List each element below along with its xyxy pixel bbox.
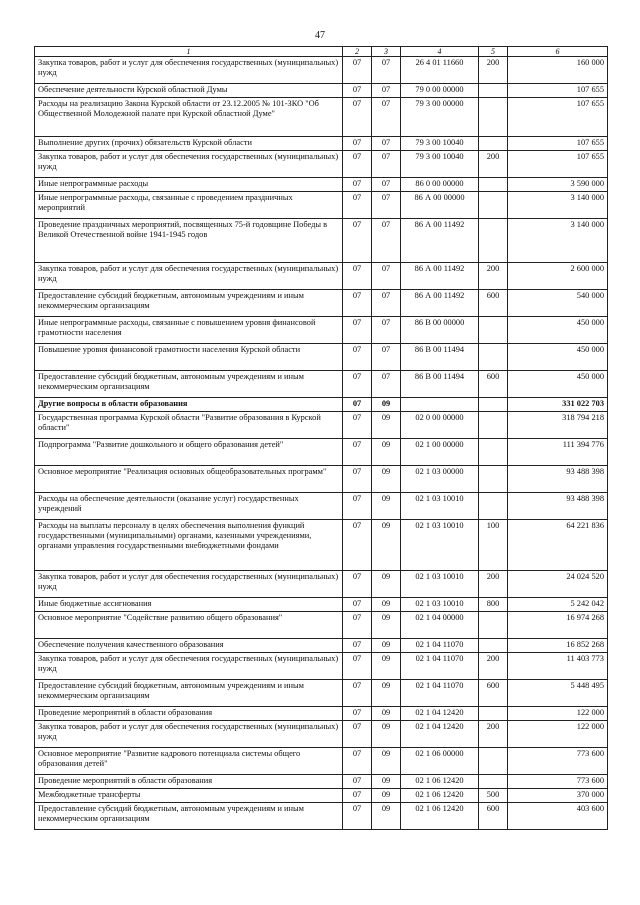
table-row xyxy=(35,84,608,98)
section-code-cell: 07 xyxy=(343,263,372,290)
subsection-code-cell: 09 xyxy=(372,598,401,612)
expense-name-cell: Расходы на реализацию Закона Курской области от 23.12.2005 № 101-ЗКО "Об Общественной Молодежной палате при Курской областной Думе" xyxy=(35,98,343,137)
amount-cell: 318 794 218 xyxy=(508,412,608,439)
expense-type-cell: 200 xyxy=(479,721,508,748)
expense-type-cell: 200 xyxy=(479,653,508,680)
expense-type-cell: 200 xyxy=(479,263,508,290)
target-article-cell: 26 4 01 11660 xyxy=(401,57,479,84)
amount-cell: 107 655 xyxy=(508,137,608,151)
expense-name-cell: Предоставление субсидий бюджетным, автономным учреждениям и иным некоммерческим организациям xyxy=(35,290,343,317)
target-article-cell: 86 А 00 00000 xyxy=(401,192,479,219)
subsection-code-cell: 09 xyxy=(372,439,401,466)
expense-type-cell xyxy=(479,493,508,520)
expense-name-cell: Основное мероприятие "Реализация основных общеобразовательных программ" xyxy=(35,466,343,493)
table-row xyxy=(35,775,608,789)
subsection-code-cell: 09 xyxy=(372,748,401,775)
table-header-row xyxy=(35,47,608,57)
expense-type-cell: 600 xyxy=(479,803,508,830)
expense-name-cell: Основное мероприятие "Содействие развитию общего образования" xyxy=(35,612,343,639)
expense-type-cell: 100 xyxy=(479,520,508,571)
expense-type-cell xyxy=(479,639,508,653)
subsection-code-cell: 07 xyxy=(372,57,401,84)
amount-cell: 122 000 xyxy=(508,721,608,748)
amount-cell: 93 488 398 xyxy=(508,466,608,493)
expense-name-cell: Предоставление субсидий бюджетным, автономным учреждениям и иным некоммерческим организациям xyxy=(35,371,343,398)
expense-type-cell xyxy=(479,219,508,263)
target-article-cell: 86 В 00 11494 xyxy=(401,344,479,371)
table-row xyxy=(35,598,608,612)
expense-name-cell: Проведение мероприятий в области образования xyxy=(35,775,343,789)
amount-cell: 540 000 xyxy=(508,290,608,317)
subsection-code-cell: 07 xyxy=(372,98,401,137)
subsection-code-cell: 09 xyxy=(372,571,401,598)
amount-cell: 450 000 xyxy=(508,371,608,398)
subsection-code-cell: 09 xyxy=(372,775,401,789)
target-article-cell: 02 1 04 12420 xyxy=(401,707,479,721)
subsection-code-cell: 09 xyxy=(372,680,401,707)
expense-type-cell xyxy=(479,398,508,412)
expense-name-cell: Обеспечение деятельности Курской областной Думы xyxy=(35,84,343,98)
subsection-code-cell: 09 xyxy=(372,653,401,680)
subsection-code-cell: 07 xyxy=(372,317,401,344)
table-row xyxy=(35,192,608,219)
table-row xyxy=(35,466,608,493)
table-row xyxy=(35,520,608,571)
section-code-cell: 07 xyxy=(343,290,372,317)
section-code-cell: 07 xyxy=(343,653,372,680)
target-article-cell: 02 1 06 12420 xyxy=(401,775,479,789)
target-article-cell: 02 1 00 00000 xyxy=(401,439,479,466)
expense-name-cell: Повышение уровня финансовой грамотности населения Курской области xyxy=(35,344,343,371)
target-article-cell: 02 1 06 00000 xyxy=(401,748,479,775)
expense-name-cell: Закупка товаров, работ и услуг для обеспечения государственных (муниципальных) нужд xyxy=(35,653,343,680)
subsection-code-cell: 09 xyxy=(372,707,401,721)
table-row xyxy=(35,219,608,263)
expense-type-cell xyxy=(479,344,508,371)
expense-name-cell: Иные непрограммные расходы, связанные с проведением праздничных мероприятий xyxy=(35,192,343,219)
expense-name-cell: Расходы на выплаты персоналу в целях обеспечения выполнения функций государственными (муниципальными) органами, казенными учреждениями, органами управления государственными внебюджетными фондами xyxy=(35,520,343,571)
expense-type-cell: 600 xyxy=(479,680,508,707)
amount-cell: 403 600 xyxy=(508,803,608,830)
table-row xyxy=(35,439,608,466)
column-header: 5 xyxy=(479,47,508,57)
expense-type-cell xyxy=(479,612,508,639)
amount-cell: 5 448 495 xyxy=(508,680,608,707)
column-header: 2 xyxy=(343,47,372,57)
expense-type-cell xyxy=(479,178,508,192)
table-row xyxy=(35,721,608,748)
subsection-code-cell: 09 xyxy=(372,520,401,571)
section-code-cell: 07 xyxy=(343,137,372,151)
target-article-cell: 79 3 00 00000 xyxy=(401,98,479,137)
table-row xyxy=(35,137,608,151)
amount-cell: 16 852 268 xyxy=(508,639,608,653)
table-row xyxy=(35,803,608,830)
target-article-cell: 02 1 06 12420 xyxy=(401,803,479,830)
expense-name-cell: Предоставление субсидий бюджетным, автономным учреждениям и иным некоммерческим организациям xyxy=(35,680,343,707)
expense-type-cell xyxy=(479,317,508,344)
amount-cell: 3 140 000 xyxy=(508,192,608,219)
section-code-cell: 07 xyxy=(343,192,372,219)
table-body xyxy=(35,57,608,830)
subsection-code-cell: 09 xyxy=(372,493,401,520)
target-article-cell: 86 А 00 11492 xyxy=(401,290,479,317)
section-code-cell: 07 xyxy=(343,775,372,789)
subsection-code-cell: 07 xyxy=(372,151,401,178)
target-article-cell: 79 3 00 10040 xyxy=(401,151,479,178)
section-code-cell: 07 xyxy=(343,151,372,178)
expense-name-cell: Иные бюджетные ассигнования xyxy=(35,598,343,612)
target-article-cell: 79 3 00 10040 xyxy=(401,137,479,151)
expense-name-cell: Закупка товаров, работ и услуг для обеспечения государственных (муниципальных) нужд xyxy=(35,57,343,84)
target-article-cell: 86 0 00 00000 xyxy=(401,178,479,192)
column-header: 3 xyxy=(372,47,401,57)
table-row xyxy=(35,398,608,412)
expense-name-cell: Другие вопросы в области образования xyxy=(35,398,343,412)
expense-type-cell xyxy=(479,748,508,775)
expense-name-cell: Межбюджетные трансферты xyxy=(35,789,343,803)
subsection-code-cell: 07 xyxy=(372,344,401,371)
amount-cell: 64 221 836 xyxy=(508,520,608,571)
table-row xyxy=(35,263,608,290)
section-code-cell: 07 xyxy=(343,707,372,721)
amount-cell: 107 655 xyxy=(508,98,608,137)
target-article-cell: 86 В 00 00000 xyxy=(401,317,479,344)
target-article-cell: 86 А 00 11492 xyxy=(401,219,479,263)
expense-type-cell: 500 xyxy=(479,789,508,803)
table-row xyxy=(35,653,608,680)
expense-type-cell: 800 xyxy=(479,598,508,612)
table-row xyxy=(35,412,608,439)
target-article-cell: 02 1 03 10010 xyxy=(401,493,479,520)
expense-name-cell: Закупка товаров, работ и услуг для обеспечения государственных (муниципальных) нужд xyxy=(35,721,343,748)
section-code-cell: 07 xyxy=(343,412,372,439)
amount-cell: 2 600 000 xyxy=(508,263,608,290)
target-article-cell: 02 1 03 10010 xyxy=(401,571,479,598)
section-code-cell: 07 xyxy=(343,344,372,371)
target-article-cell: 02 1 04 11070 xyxy=(401,653,479,680)
amount-cell: 450 000 xyxy=(508,317,608,344)
column-header: 4 xyxy=(401,47,479,57)
amount-cell: 24 024 520 xyxy=(508,571,608,598)
column-header: 6 xyxy=(508,47,608,57)
section-code-cell: 07 xyxy=(343,317,372,344)
subsection-code-cell: 09 xyxy=(372,803,401,830)
expense-name-cell: Закупка товаров, работ и услуг для обеспечения государственных (муниципальных) нужд xyxy=(35,263,343,290)
amount-cell: 5 242 042 xyxy=(508,598,608,612)
subsection-code-cell: 07 xyxy=(372,137,401,151)
expense-name-cell: Закупка товаров, работ и услуг для обеспечения государственных (муниципальных) нужд xyxy=(35,151,343,178)
target-article-cell: 02 0 00 00000 xyxy=(401,412,479,439)
target-article-cell: 02 1 04 12420 xyxy=(401,721,479,748)
expense-type-cell xyxy=(479,137,508,151)
expense-type-cell: 200 xyxy=(479,571,508,598)
subsection-code-cell: 07 xyxy=(372,219,401,263)
amount-cell: 3 590 000 xyxy=(508,178,608,192)
target-article-cell: 02 1 03 10010 xyxy=(401,598,479,612)
section-code-cell: 07 xyxy=(343,748,372,775)
subsection-code-cell: 09 xyxy=(372,789,401,803)
column-header: 1 xyxy=(35,47,343,57)
subsection-code-cell: 09 xyxy=(372,721,401,748)
table-row xyxy=(35,317,608,344)
amount-cell: 773 600 xyxy=(508,775,608,789)
table-row xyxy=(35,571,608,598)
amount-cell: 450 000 xyxy=(508,344,608,371)
expense-name-cell: Иные непрограммные расходы xyxy=(35,178,343,192)
expense-name-cell: Предоставление субсидий бюджетным, автономным учреждениям и иным некоммерческим организациям xyxy=(35,803,343,830)
amount-cell: 11 403 773 xyxy=(508,653,608,680)
target-article-cell: 02 1 04 00000 xyxy=(401,612,479,639)
amount-cell: 3 140 000 xyxy=(508,219,608,263)
expense-name-cell: Проведение праздничных мероприятий, посвященных 75-й годовщине Победы в Великой Отечественной войне 1941-1945 годов xyxy=(35,219,343,263)
expense-type-cell xyxy=(479,466,508,493)
expense-name-cell: Основное мероприятие "Развитие кадрового потенциала системы общего образования детей" xyxy=(35,748,343,775)
section-code-cell: 07 xyxy=(343,803,372,830)
section-code-cell: 07 xyxy=(343,398,372,412)
section-code-cell: 07 xyxy=(343,639,372,653)
expense-name-cell: Иные непрограммные расходы, связанные с повышением уровня финансовой грамотности населения xyxy=(35,317,343,344)
section-code-cell: 07 xyxy=(343,721,372,748)
amount-cell: 107 655 xyxy=(508,84,608,98)
target-article-cell: 02 1 04 11070 xyxy=(401,680,479,707)
table-row xyxy=(35,639,608,653)
expense-type-cell xyxy=(479,775,508,789)
target-article-cell xyxy=(401,398,479,412)
table-row xyxy=(35,151,608,178)
expense-type-cell: 200 xyxy=(479,151,508,178)
subsection-code-cell: 09 xyxy=(372,466,401,493)
table-row xyxy=(35,98,608,137)
amount-cell: 160 000 xyxy=(508,57,608,84)
page-number: 47 xyxy=(315,30,325,41)
section-code-cell: 07 xyxy=(343,493,372,520)
amount-cell: 111 394 776 xyxy=(508,439,608,466)
amount-cell: 16 974 268 xyxy=(508,612,608,639)
target-article-cell: 02 1 03 00000 xyxy=(401,466,479,493)
expense-type-cell xyxy=(479,98,508,137)
table-row xyxy=(35,748,608,775)
target-article-cell: 02 1 04 11070 xyxy=(401,639,479,653)
section-code-cell: 07 xyxy=(343,57,372,84)
section-code-cell: 07 xyxy=(343,178,372,192)
expense-type-cell xyxy=(479,412,508,439)
section-code-cell: 07 xyxy=(343,371,372,398)
amount-cell: 107 655 xyxy=(508,151,608,178)
expense-type-cell: 200 xyxy=(479,57,508,84)
table-row xyxy=(35,680,608,707)
target-article-cell: 86 В 00 11494 xyxy=(401,371,479,398)
table-row xyxy=(35,789,608,803)
subsection-code-cell: 07 xyxy=(372,178,401,192)
expense-type-cell xyxy=(479,84,508,98)
amount-cell: 93 488 398 xyxy=(508,493,608,520)
expense-type-cell xyxy=(479,707,508,721)
expense-name-cell: Подпрограмма "Развитие дошкольного и общего образования детей" xyxy=(35,439,343,466)
expense-name-cell: Закупка товаров, работ и услуг для обеспечения государственных (муниципальных) нужд xyxy=(35,571,343,598)
section-code-cell: 07 xyxy=(343,680,372,707)
table-row xyxy=(35,344,608,371)
table-row xyxy=(35,57,608,84)
subsection-code-cell: 07 xyxy=(372,263,401,290)
expense-name-cell: Расходы на обеспечение деятельности (оказание услуг) государственных учреждений xyxy=(35,493,343,520)
budget-table xyxy=(34,46,608,830)
subsection-code-cell: 09 xyxy=(372,412,401,439)
section-code-cell: 07 xyxy=(343,98,372,137)
section-code-cell: 07 xyxy=(343,789,372,803)
expense-name-cell: Выполнение других (прочих) обязательств Курской области xyxy=(35,137,343,151)
target-article-cell: 02 1 06 12420 xyxy=(401,789,479,803)
table-row xyxy=(35,371,608,398)
section-code-cell: 07 xyxy=(343,219,372,263)
subsection-code-cell: 07 xyxy=(372,192,401,219)
expense-name-cell: Проведение мероприятий в области образования xyxy=(35,707,343,721)
section-code-cell: 07 xyxy=(343,571,372,598)
target-article-cell: 79 0 00 00000 xyxy=(401,84,479,98)
amount-cell: 331 022 703 xyxy=(508,398,608,412)
subsection-code-cell: 09 xyxy=(372,639,401,653)
table-row xyxy=(35,612,608,639)
section-code-cell: 07 xyxy=(343,598,372,612)
expense-type-cell: 600 xyxy=(479,290,508,317)
table-row xyxy=(35,707,608,721)
subsection-code-cell: 09 xyxy=(372,398,401,412)
expense-type-cell xyxy=(479,439,508,466)
expense-type-cell xyxy=(479,192,508,219)
section-code-cell: 07 xyxy=(343,612,372,639)
expense-name-cell: Обеспечение получения качественного образования xyxy=(35,639,343,653)
expense-type-cell: 600 xyxy=(479,371,508,398)
table-row xyxy=(35,290,608,317)
target-article-cell: 02 1 03 10010 xyxy=(401,520,479,571)
subsection-code-cell: 09 xyxy=(372,612,401,639)
expense-name-cell: Государственная программа Курской области "Развитие образования в Курской области" xyxy=(35,412,343,439)
section-code-cell: 07 xyxy=(343,466,372,493)
subsection-code-cell: 07 xyxy=(372,84,401,98)
amount-cell: 773 600 xyxy=(508,748,608,775)
amount-cell: 122 000 xyxy=(508,707,608,721)
section-code-cell: 07 xyxy=(343,520,372,571)
table-row xyxy=(35,178,608,192)
amount-cell: 370 000 xyxy=(508,789,608,803)
subsection-code-cell: 07 xyxy=(372,290,401,317)
section-code-cell: 07 xyxy=(343,439,372,466)
subsection-code-cell: 07 xyxy=(372,371,401,398)
section-code-cell: 07 xyxy=(343,84,372,98)
target-article-cell: 86 А 00 11492 xyxy=(401,263,479,290)
table-row xyxy=(35,493,608,520)
